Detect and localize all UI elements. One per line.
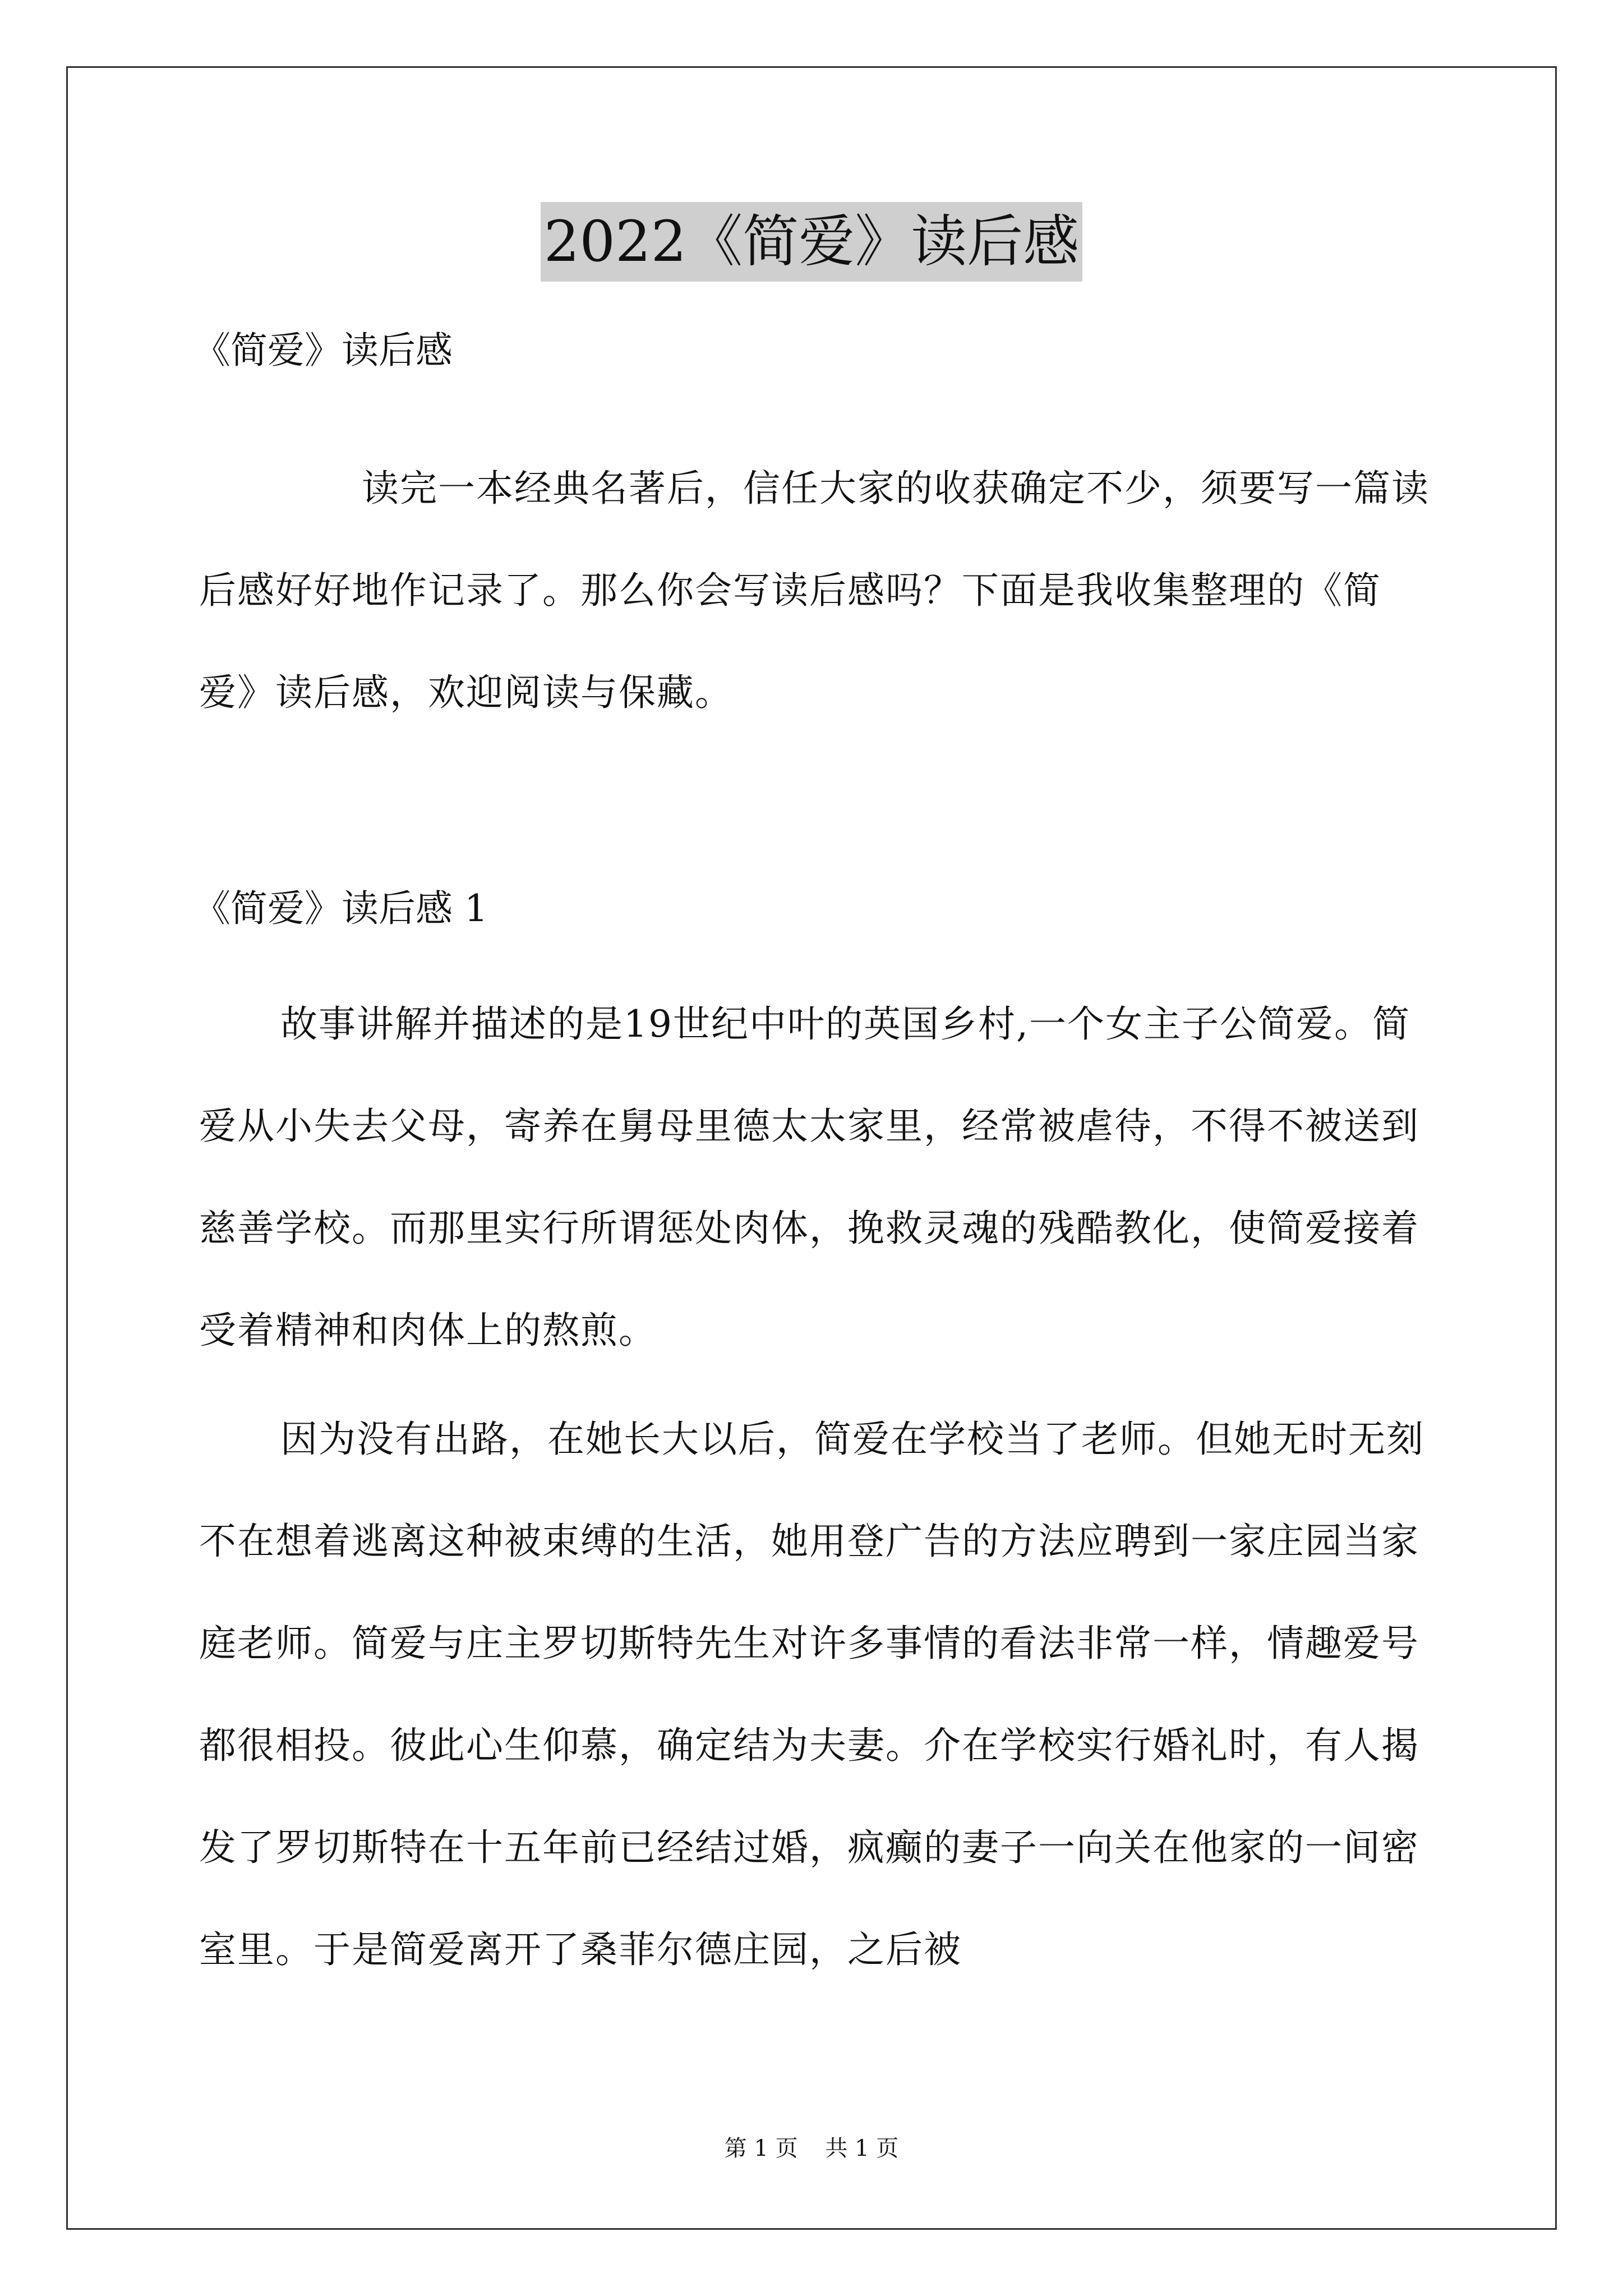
page-footer	[0, 2132, 1623, 2165]
intro-paragraph: 读完一本经典名著后，信任大家的收获确定不少，须要写一篇读后感好好地作记录了。那么你会写读后感吗？下面是我收集整理的《简爱》读后感，欢迎阅读与保藏。	[199, 467, 1430, 714]
top-heading: 《简爱》读后感	[193, 329, 453, 372]
paragraph-2: 因为没有出路，在她长大以后，简爱在学校当了老师。但她无时无刻不在想着逃离这种被束缚的生活，她用登广告的方法应聘到一家庄园当家庭老师。简爱与庄主罗切斯特先生对许多事情的看法非常一样，情趣爱号都很相投。彼此心生仰慕，确定结为夫妻。介在学校实行婚礼时，有人揭发了罗切斯特在十五年前已经结过婚，疯癫的妻子一向关在他家的一间密室里。于是简爱离开了桑菲尔德庄园，之后被	[199, 1418, 1424, 1971]
page-number: 第 1 页	[724, 2136, 798, 2161]
paragraph-1: 故事讲解并描述的是19世纪中叶的英国乡村,一个女主子公简爱。简爱从小失去父母，寄养在舅母里德太太家里，经常被虐待，不得不被送到慈善学校。而那里实行所谓惩处肉体，挽救灵魂的残酷教化，使简爱接着受着精神和肉体上的熬煎。	[199, 1002, 1419, 1352]
title-wrap	[0, 202, 1623, 282]
document-title: 2022《简爱》读后感	[541, 202, 1083, 282]
section1-heading: 《简爱》读后感 1	[193, 887, 488, 930]
page-total: 共 1 页	[825, 2136, 899, 2161]
